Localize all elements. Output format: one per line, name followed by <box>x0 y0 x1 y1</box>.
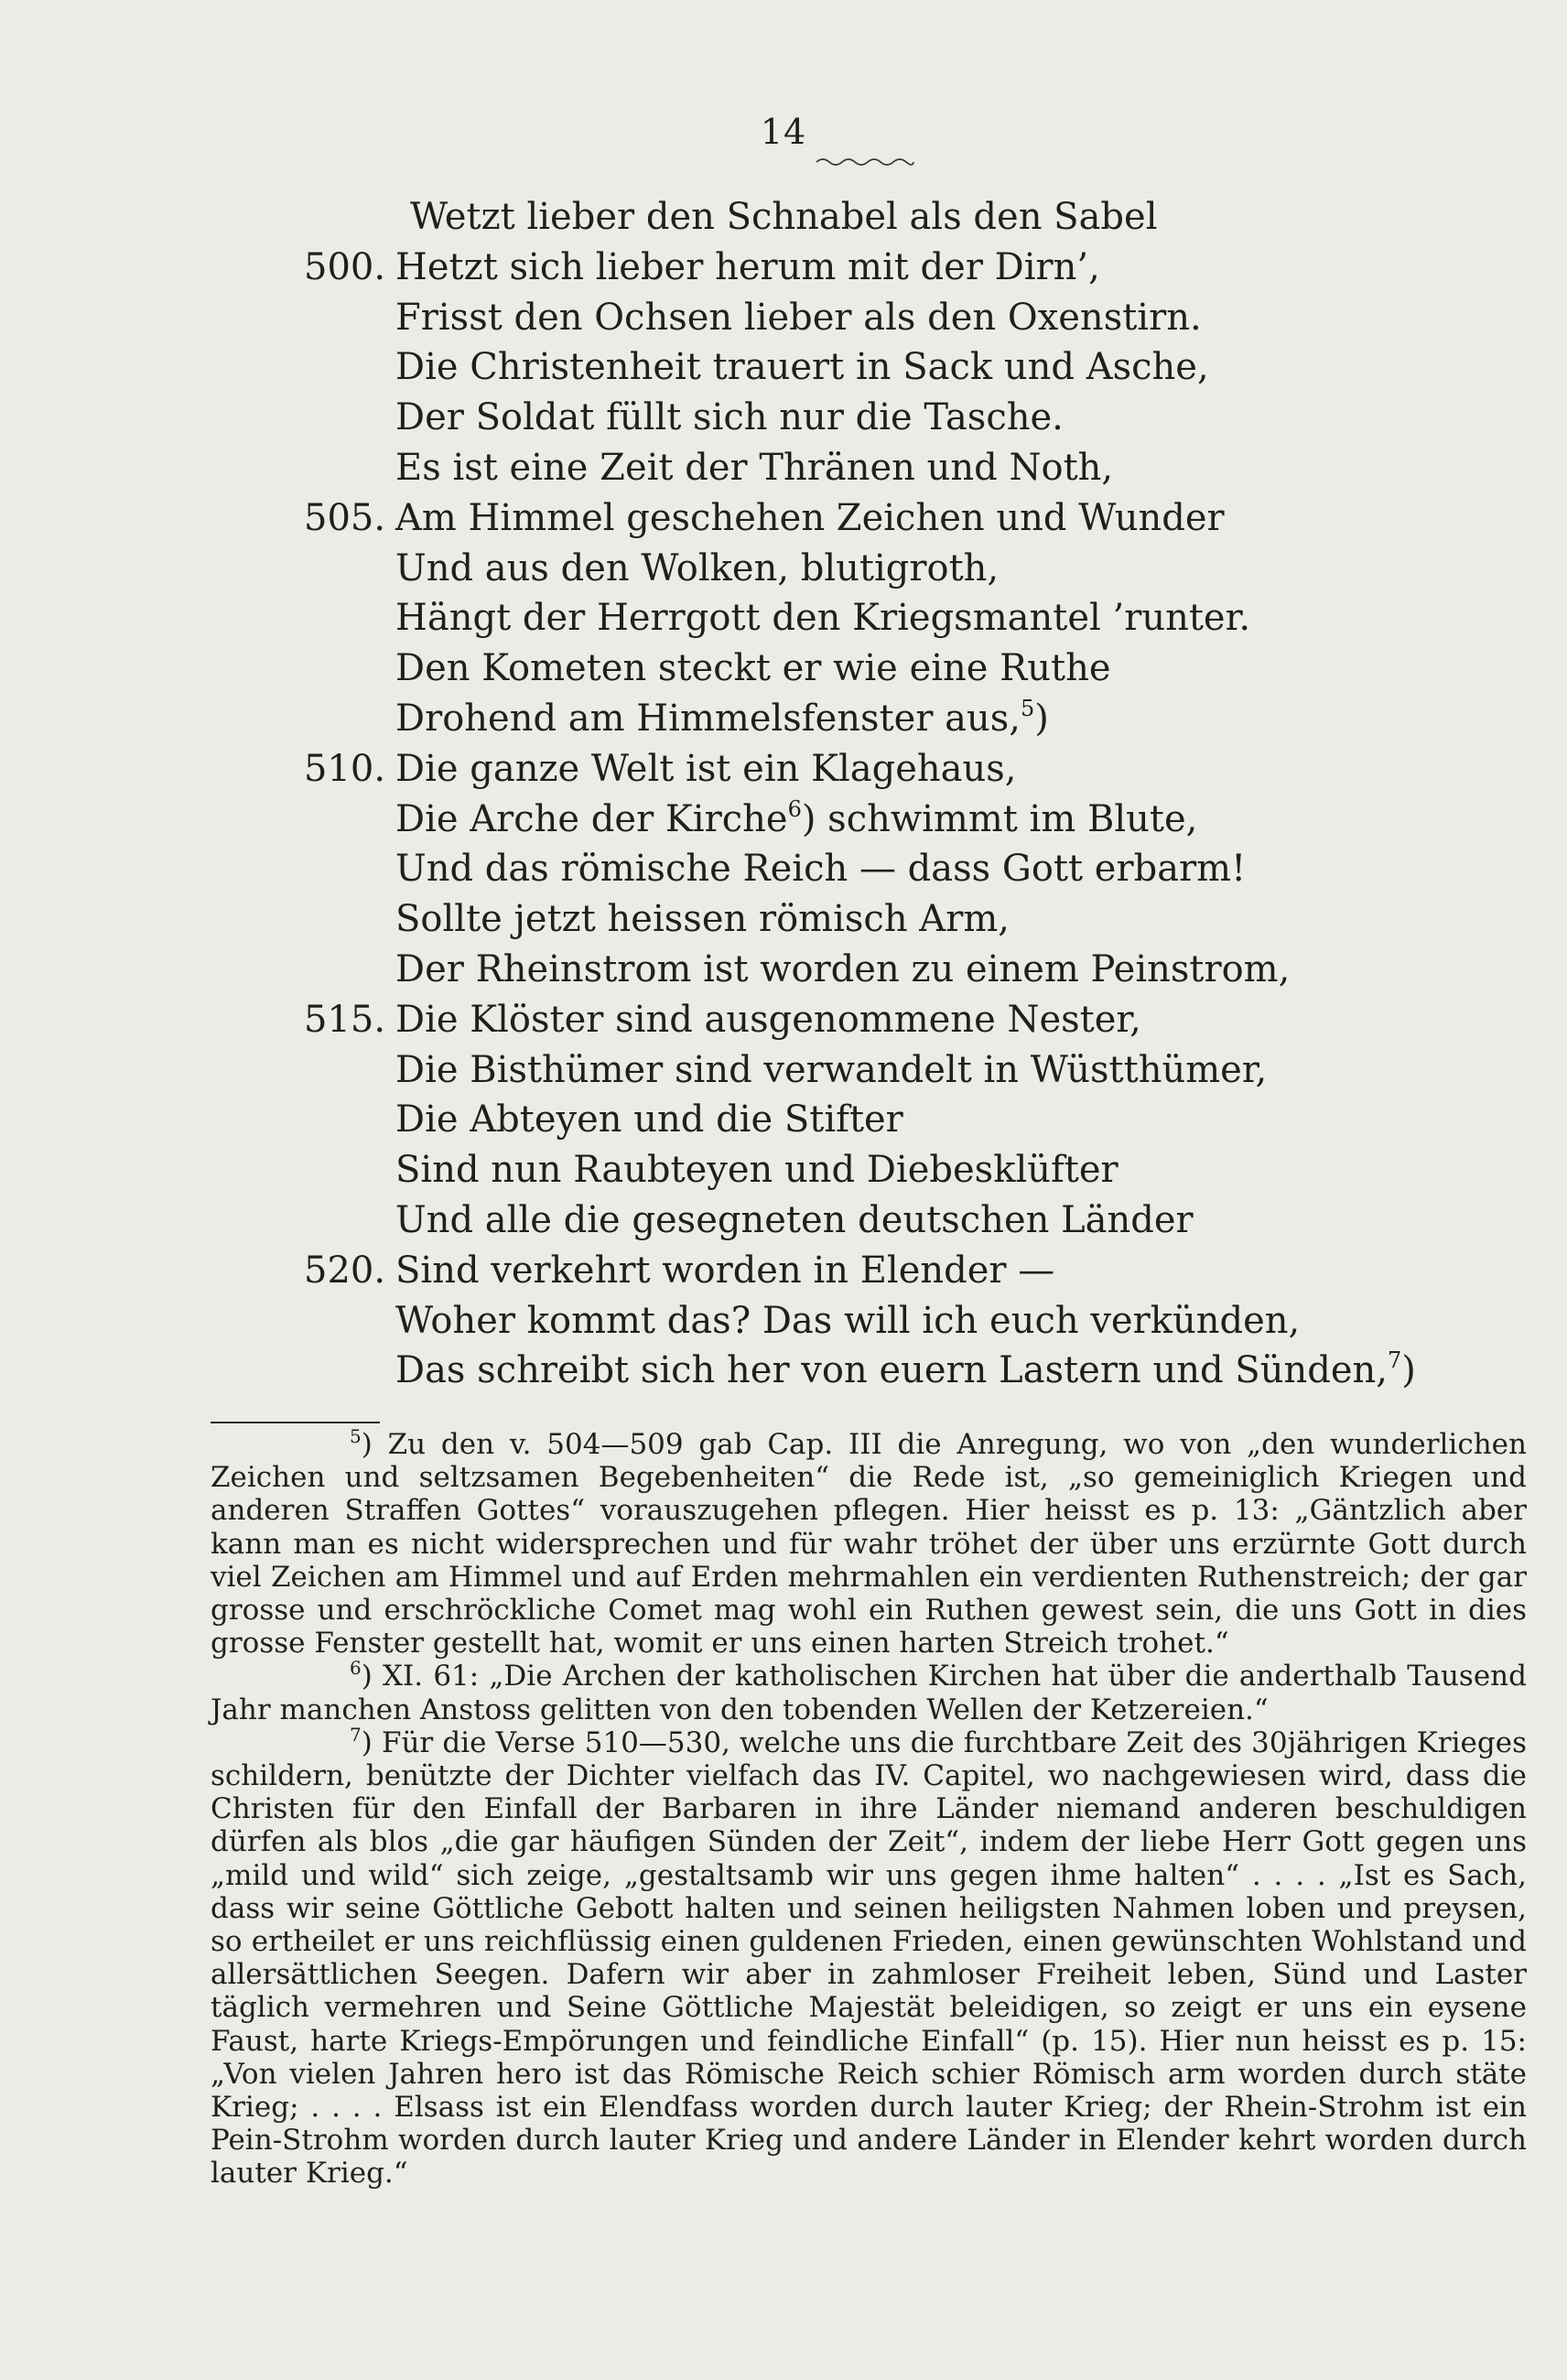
verse-text: Und alle die gesegneten deutschen Länder <box>395 1198 1194 1241</box>
verse-text: Der Soldat füllt sich nur die Tasche. <box>395 396 1064 439</box>
verse-line <box>275 443 1428 493</box>
footnotes <box>211 1425 1527 2191</box>
verse-line <box>275 243 1428 293</box>
verse-line <box>275 544 1428 594</box>
verse-text: Woher kommt das? Das will ich euch verkünden, <box>395 1299 1301 1342</box>
footnote-ref: 7 <box>1387 1347 1402 1374</box>
footnote-marker: 7 <box>350 1723 362 1746</box>
footnote-marker: 5 <box>350 1425 362 1447</box>
line-number: 520. <box>304 1249 386 1292</box>
verse-text: Wetzt lieber den Schnabel als den Sabel <box>410 196 1158 238</box>
verse-line <box>275 644 1428 694</box>
verse-line <box>275 694 1428 744</box>
verse-line <box>275 1195 1428 1246</box>
page-number: 14 <box>760 112 807 152</box>
verse-line <box>275 995 1428 1045</box>
verse-text: Frisst den Ochsen lieber als den Oxenstirn. <box>395 296 1202 339</box>
verse-line <box>275 593 1428 644</box>
verse-text: Die Arche der Kirche$^6$) schwimmt im Blute, <box>395 795 1198 840</box>
footnote-ref: 6 <box>787 795 802 822</box>
verse-text: Am Himmel geschehen Zeichen und Wunder <box>395 496 1225 539</box>
verse-line <box>275 393 1428 443</box>
verse-text: Die Abteyen und die Stifter <box>395 1098 903 1141</box>
verse-line <box>275 1296 1428 1347</box>
verse-text: Hetzt sich lieber herum mit der Dirn’, <box>395 245 1100 288</box>
verse-text: Das schreibt sich her von euern Lastern und Sünden,$^7$) <box>395 1347 1416 1392</box>
verse-text: Sind verkehrt worden in Elender — <box>395 1249 1055 1292</box>
verse-text: Den Kometen steckt er wie eine Ruthe <box>395 647 1111 690</box>
verse-line <box>275 894 1428 945</box>
verse-text: Hängt der Herrgott den Kriegsmantel ’runter. <box>395 597 1251 640</box>
verse-text: Sind nun Raubteyen und Diebesklüfter <box>395 1149 1119 1192</box>
ornament-divider <box>815 156 915 168</box>
verse-line <box>275 744 1428 795</box>
footnote-ref: 5 <box>1021 695 1035 721</box>
verse-text: Die Klöster sind ausgenommene Nester, <box>395 998 1141 1041</box>
footnote: $^6$) XI. 61: „Die Archen der katholischen Kirchen hat über die anderthalb Tausend Jahr manchen Anstoss gelitten von den tobenden Wellen der Ketzereien.“ <box>211 1657 1527 1726</box>
verse-text: Die Bisthümer sind verwandelt in Wüstthümer, <box>395 1048 1268 1091</box>
poem <box>275 192 1428 1396</box>
verse-line <box>275 493 1428 544</box>
verse-text: Und das römische Reich — dass Gott erbarm! <box>395 848 1247 891</box>
verse-line <box>275 1346 1428 1396</box>
verse-line <box>275 1095 1428 1145</box>
verse-line <box>275 342 1428 393</box>
line-number: 510. <box>304 747 386 790</box>
verse-line <box>275 1246 1428 1296</box>
verse-text: Sollte jetzt heissen römisch Arm, <box>395 898 1010 941</box>
verse-text: Drohend am Himmelsfenster aus,$^5$) <box>395 695 1049 740</box>
verse-text: Die ganze Welt ist ein Klagehaus, <box>395 747 1017 790</box>
line-number: 500. <box>304 245 386 288</box>
verse-text: Es ist eine Zeit der Thränen und Noth, <box>395 446 1114 489</box>
verse-line <box>275 293 1428 343</box>
footnote-rule <box>211 1422 380 1423</box>
footnote: $^7$) Für die Verse 510—530, welche uns die furchtbare Zeit des 30jährigen Krieges schildern, benützte der Dichter vielfach das IV. Capitel, wo nachgewiesen wird, dass die Christen für den Einfall der Barbaren in ihre Länder niemand anderen beschuldigen dürfen als blos „die gar häufigen Sünden der Zeit“, indem der liebe Herr Gott gegen uns „mild und wild“ sich zeige, „gestaltsamb wir uns gegen ihme halten“ . . . . „Ist es Sach, dass wir seine Göttliche Gebott halten und seinen heiligsten Nahmen loben und preysen, so ertheilet er uns reichflüssig einen guldenen Frieden, einen gewünschten Wohlstand und allersättlichen Seegen. Dafern wir aber in zahmloser Freiheit leben, Sünd und Laster täglich vermehren und Seine Göttliche Majestät beleidigen, so zeigt er uns ein eysene Faust, harte Kriegs-Empörungen und feindliche Einfall“ (p. 15). Hier nun heisst es p. 15: „Von vielen Jahren hero ist das Römische Reich schier Römisch arm worden durch stäte Krieg; . . . . Elsass ist ein Elendfass worden durch lauter Krieg; der Rhein-Strohm ist ein Pein-Strohm worden durch lauter Krieg und andere Länder in Elender kehrt worden durch lauter Krieg.“ <box>211 1723 1527 2191</box>
verse-line <box>275 1145 1428 1195</box>
verse-text: Der Rheinstrom ist worden zu einem Peinstrom, <box>395 947 1291 990</box>
line-number: 515. <box>304 998 386 1041</box>
verse-text: Und aus den Wolken, blutigroth, <box>395 546 1000 590</box>
verse-text: Die Christenheit trauert in Sack und Asche, <box>395 346 1209 389</box>
line-number: 505. <box>304 496 386 539</box>
verse-line <box>275 795 1428 845</box>
verse-line <box>275 192 1428 243</box>
footnote-marker: 6 <box>350 1657 362 1680</box>
footnote: $^5$) Zu den v. 504—509 gab Cap. III die Anregung, wo von „den wunderlichen Zeichen und seltzsamen Begebenheiten“ die Rede ist, „so gemeiniglich Kriegen und anderen Straffen Gottes“ vorauszugehen pflegen. Hier heisst es p. 13: „Gäntzlich aber kann man es nicht widersprechen und für wahr tröhet der über uns erzürnte Gott durch viel Zeichen am Himmel und auf Erden mehrmahlen ein verdienten Ruthenstreich; der gar grosse und erschröckliche Comet mag wohl ein Ruthen gewest sein, die uns Gott in dies grosse Fenster gestellt hat, womit er uns einen harten Streich trohet.“ <box>211 1425 1527 1661</box>
verse-line <box>275 945 1428 995</box>
verse-line <box>275 844 1428 894</box>
verse-line <box>275 1045 1428 1096</box>
